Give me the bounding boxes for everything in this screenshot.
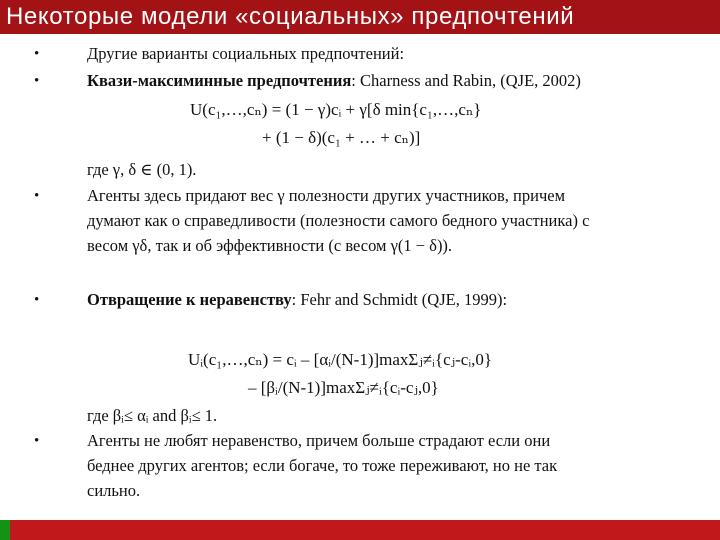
citation-charness-rabin: : Charness and Rabin, (QJE, 2002) — [351, 71, 581, 90]
bullet-1: • — [34, 46, 40, 62]
formula-fs-line1: Uᵢ(c₁,…,cₙ) = cᵢ – [αᵢ/(N-1)]maxΣⱼ≠ᵢ{cⱼ-cᵢ,0} — [188, 350, 493, 369]
text-gamma-delta-range: где γ, δ ∈ (0, 1). — [87, 160, 197, 179]
text-agents-dislike-1: Агенты не любят неравенство, причем больше страдают если они — [87, 431, 551, 450]
text-inequity-aversion — [87, 290, 507, 310]
bullet-3: • — [34, 188, 40, 204]
text-agents-weight-1: Агенты здесь придают вес γ полезности других участников, причем — [87, 186, 566, 205]
formula-cr-line1: U(c₁,…,cₙ) = (1 − γ)cᵢ + γ[δ min{c₁,…,cₙ} — [190, 100, 482, 119]
footer-accent-green — [0, 520, 10, 540]
text-agents-weight-3: весом γδ, так и об эффективности (с весом γ(1 − δ)). — [87, 236, 453, 255]
slide-title: Некоторые модели «социальных» предпочтений — [6, 3, 575, 30]
term-quasi-maximin: Квази-максиминные предпочтения — [87, 71, 352, 90]
formula-cr-line2: + (1 − δ)(c₁ + … + cₙ)] — [262, 128, 421, 147]
formula-fs-line2: – [βᵢ/(N-1)]maxΣⱼ≠ᵢ{cᵢ-cⱼ,0} — [248, 378, 439, 397]
text-quasi-maximin — [87, 71, 581, 91]
text-beta-alpha-cond: где βᵢ≤ αᵢ and βᵢ≤ 1. — [87, 406, 218, 425]
title-bar — [0, 0, 720, 34]
text-other-variants: Другие варианты социальных предпочтений: — [87, 44, 405, 63]
citation-fehr-schmidt: : Fehr and Schmidt (QJE, 1999): — [291, 290, 508, 309]
bullet-2: • — [34, 73, 40, 89]
text-agents-dislike-2: беднее других агентов; если богаче, то тоже переживают, но не так — [87, 456, 558, 475]
footer-bar-red — [10, 520, 720, 540]
bullet-5: • — [34, 433, 40, 449]
term-inequity-aversion: Отвращение к неравенству — [87, 290, 292, 309]
text-agents-dislike-3: сильно. — [87, 481, 141, 500]
text-agents-weight-2: думают как о справедливости (полезности самого бедного участника) с — [87, 211, 590, 230]
bullet-4: • — [34, 292, 40, 308]
